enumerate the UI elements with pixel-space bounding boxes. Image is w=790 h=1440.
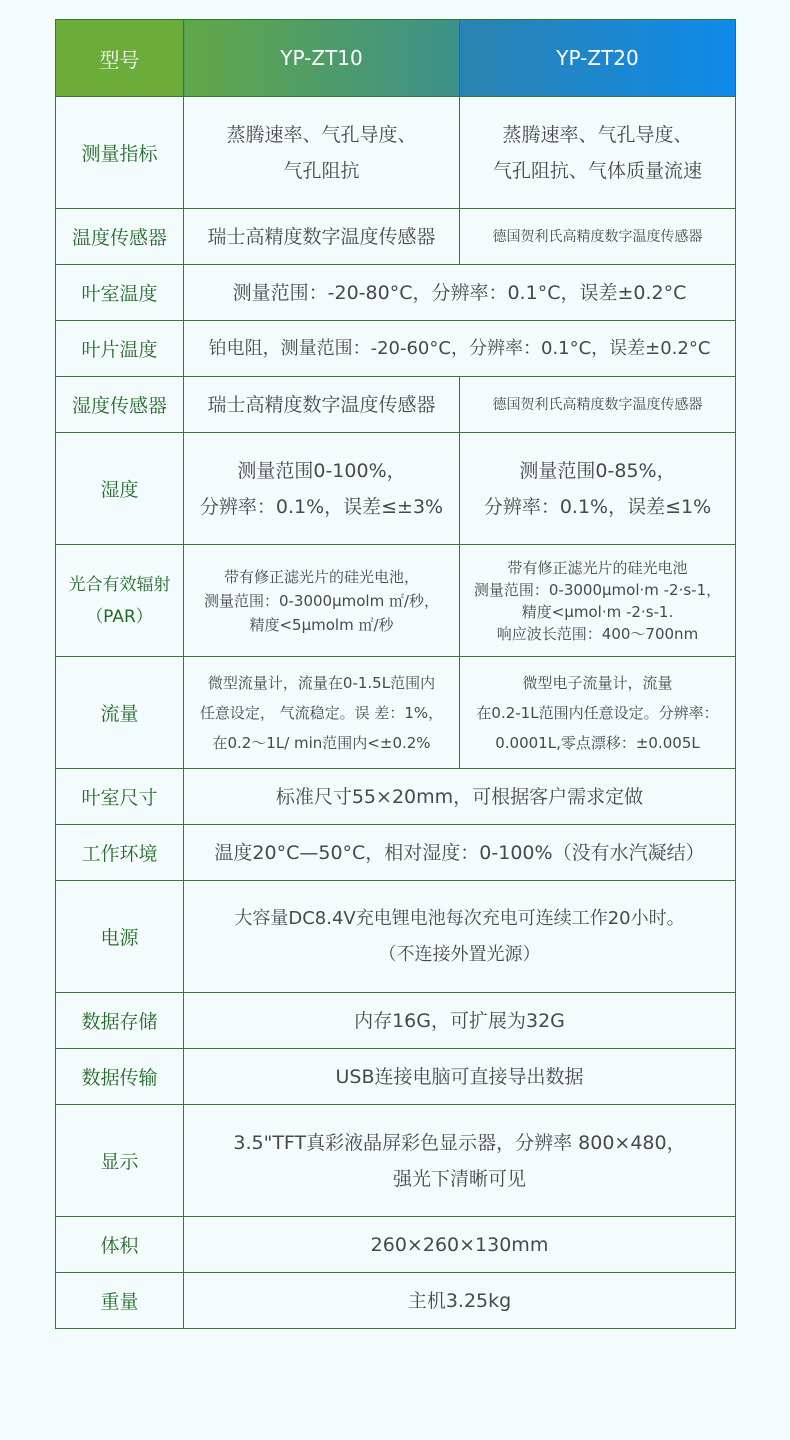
row-humidity xyxy=(56,433,736,545)
cell-line: 标准尺寸55×20mm，可根据客户需求定做 xyxy=(275,785,644,808)
row-display xyxy=(56,1105,736,1217)
cell-zt20 xyxy=(460,97,736,209)
row-label: 叶室温度 xyxy=(56,265,184,321)
header-model-zt10: YP-ZT10 xyxy=(184,20,460,97)
cell-line: 德国贺利氏高精度数字温度传感器 xyxy=(492,396,703,413)
row-storage xyxy=(56,993,736,1049)
cell-line: 大容量DC8.4V充电锂电池每次充电可连续工作20小时。 xyxy=(234,907,685,929)
cell-line: 微型流量计，流量在0-1.5L范围内 xyxy=(207,673,436,692)
cell-zt10 xyxy=(184,377,460,433)
cell-zt20 xyxy=(460,545,736,657)
row-label: 湿度 xyxy=(56,433,184,545)
cell-shared xyxy=(184,993,736,1049)
cell-line: 测量范围0-100%， xyxy=(237,459,406,482)
row-label xyxy=(56,545,184,657)
cell-line: 任意设定， 气流稳定。误 差：1%， xyxy=(199,703,444,722)
cell-shared xyxy=(184,1049,736,1105)
row-label: 温度传感器 xyxy=(56,209,184,265)
cell-line: 温度20°C—50°C，相对湿度：0-100%（没有水汽凝结） xyxy=(214,841,705,864)
row-label-line: （PAR） xyxy=(86,606,153,627)
cell-shared xyxy=(184,1273,736,1329)
cell-line: 测量范围：0-3000μmolm ㎡/秒， xyxy=(203,591,440,610)
row-label: 测量指标 xyxy=(56,97,184,209)
cell-line: 260×260×130mm xyxy=(370,1233,549,1256)
row-chamber-size xyxy=(56,769,736,825)
cell-zt20 xyxy=(460,657,736,769)
cell-zt10 xyxy=(184,433,460,545)
cell-zt10 xyxy=(184,209,460,265)
cell-shared xyxy=(184,769,736,825)
cell-shared xyxy=(184,265,736,321)
header-model-label: 型号 xyxy=(56,20,184,97)
cell-zt20 xyxy=(460,433,736,545)
cell-line: 带有修正滤光片的硅光电池 xyxy=(507,558,688,577)
header-model-zt20: YP-ZT20 xyxy=(460,20,736,97)
row-power xyxy=(56,881,736,993)
row-measure xyxy=(56,97,736,209)
cell-line: 在0.2〜1L/ min范围内<±0.2% xyxy=(212,733,431,752)
cell-zt20 xyxy=(460,377,736,433)
row-label-line: 光合有效辐射 xyxy=(68,574,171,595)
cell-line: 测量范围：-20-80°C，分辨率：0.1°C，误差±0.2°C xyxy=(232,281,687,304)
cell-line: 铂电阻，测量范围：-20-60°C，分辨率：0.1°C，误差±0.2°C xyxy=(208,337,711,359)
row-transfer xyxy=(56,1049,736,1105)
row-label: 体积 xyxy=(56,1217,184,1273)
cell-line: 测量范围0-85%， xyxy=(519,459,676,482)
spec-table xyxy=(55,19,736,1329)
cell-shared xyxy=(184,825,736,881)
cell-line: 蒸腾速率、气孔导度、 xyxy=(226,123,417,146)
row-label: 叶片温度 xyxy=(56,321,184,377)
cell-line: 精度<5μmolm ㎡/秒 xyxy=(249,615,394,634)
cell-shared xyxy=(184,881,736,993)
spec-table-container xyxy=(55,19,735,1329)
row-volume xyxy=(56,1217,736,1273)
cell-line: 0.0001L,零点漂移：±0.005L xyxy=(495,733,700,752)
cell-line: 蒸腾速率、气孔导度、 xyxy=(502,123,693,146)
row-label: 工作环境 xyxy=(56,825,184,881)
cell-line: 测量范围：0-3000μmol·m -2·s-1， xyxy=(473,580,722,599)
row-label: 重量 xyxy=(56,1273,184,1329)
cell-line: 瑞士高精度数字温度传感器 xyxy=(207,225,436,248)
row-leaf-temp xyxy=(56,321,736,377)
cell-line: 分辨率：0.1%，误差≤±3% xyxy=(199,495,444,518)
cell-line: 精度<μmol·m -2·s-1. xyxy=(521,602,674,621)
cell-line: USB连接电脑可直接导出数据 xyxy=(335,1065,584,1088)
row-label: 显示 xyxy=(56,1105,184,1217)
row-flow xyxy=(56,657,736,769)
row-humid-sensor xyxy=(56,377,736,433)
cell-line: 强光下清晰可见 xyxy=(392,1167,526,1190)
row-par xyxy=(56,545,736,657)
cell-line: 带有修正滤光片的硅光电池， xyxy=(223,567,419,586)
row-label: 叶室尺寸 xyxy=(56,769,184,825)
cell-shared xyxy=(184,1105,736,1217)
header-row xyxy=(56,20,736,97)
cell-shared xyxy=(184,321,736,377)
row-label: 数据传输 xyxy=(56,1049,184,1105)
cell-line: 气孔阻抗、气体质量流速 xyxy=(492,159,702,182)
cell-line: 气孔阻抗 xyxy=(283,159,360,182)
cell-zt20 xyxy=(460,209,736,265)
row-label: 流量 xyxy=(56,657,184,769)
row-chamber-temp xyxy=(56,265,736,321)
row-weight xyxy=(56,1273,736,1329)
cell-line: 瑞士高精度数字温度传感器 xyxy=(207,393,436,416)
cell-line: 内存16G，可扩展为32G xyxy=(354,1009,565,1032)
cell-zt10 xyxy=(184,97,460,209)
cell-line: 在0.2-1L范围内任意设定。分辨率： xyxy=(476,703,719,722)
row-temp-sensor xyxy=(56,209,736,265)
row-label: 电源 xyxy=(56,881,184,993)
cell-line: 3.5"TFT真彩液晶屏彩色显示器，分辨率 800×480， xyxy=(233,1131,686,1154)
cell-line: （不连接外置光源） xyxy=(378,943,541,965)
cell-line: 微型电子流量计，流量 xyxy=(522,673,673,692)
cell-line: 响应波长范围：400〜700nm xyxy=(496,624,699,643)
cell-line: 主机3.25kg xyxy=(407,1289,512,1312)
row-environment xyxy=(56,825,736,881)
row-label: 数据存储 xyxy=(56,993,184,1049)
cell-shared xyxy=(184,1217,736,1273)
cell-line: 分辨率：0.1%，误差≤1% xyxy=(483,495,712,518)
cell-line: 德国贺利氏高精度数字温度传感器 xyxy=(492,228,703,245)
row-label: 湿度传感器 xyxy=(56,377,184,433)
cell-zt10 xyxy=(184,657,460,769)
cell-zt10 xyxy=(184,545,460,657)
